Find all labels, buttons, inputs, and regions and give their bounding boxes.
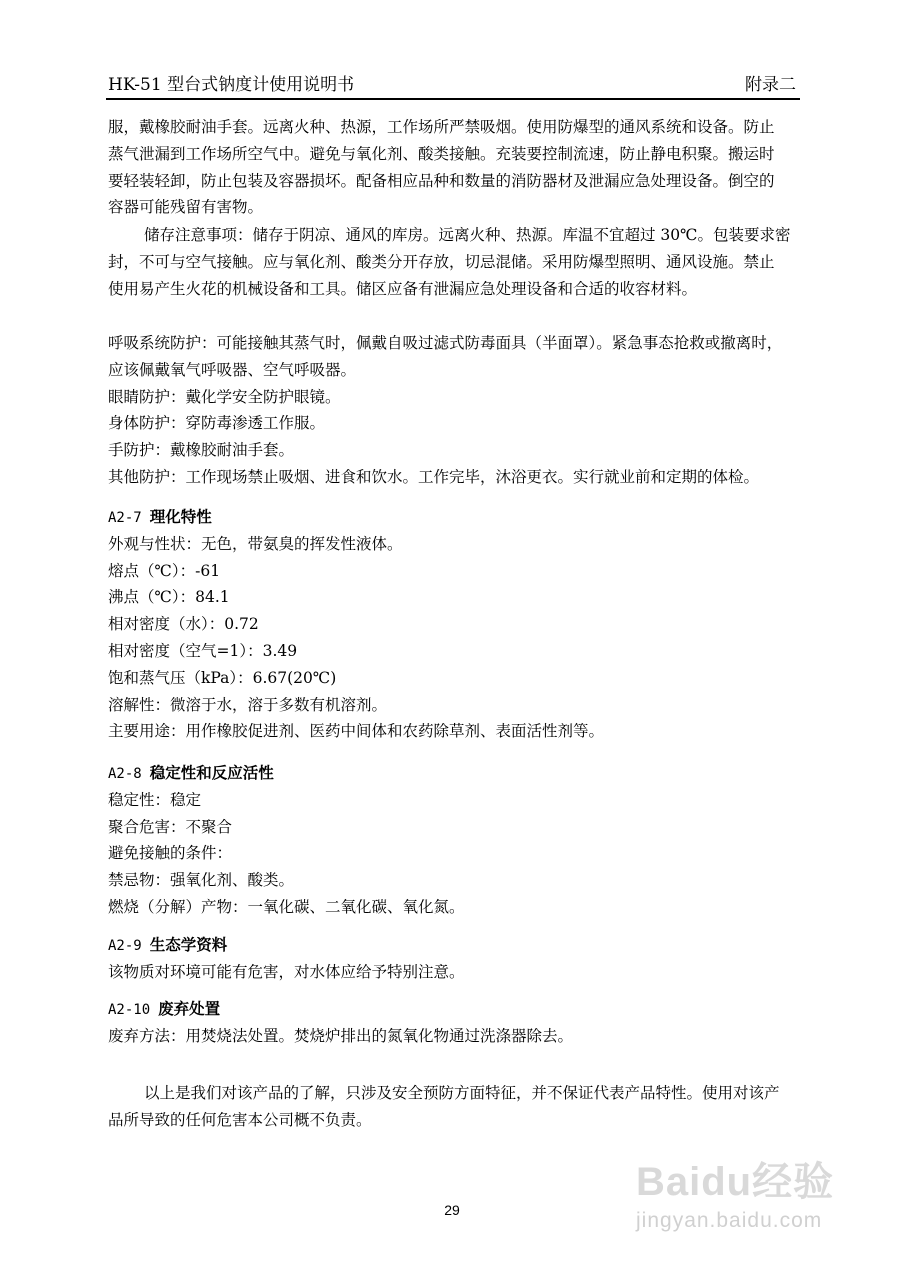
header-section-label: 附录二 bbox=[745, 75, 796, 95]
watermark-url: jingyan.baidu.com bbox=[636, 1209, 823, 1232]
section-a2-10 bbox=[108, 996, 798, 1050]
text-line: 以上是我们对该产品的了解，只涉及安全预防方面特征，并不保证代表产品特性。使用对该产 bbox=[144, 1084, 780, 1102]
text-line: 身体防护：穿防毒渗透工作服。 bbox=[108, 414, 326, 433]
text-line: 沸点（℃）：84.1 bbox=[108, 588, 230, 607]
text-line: 燃烧（分解）产物：一氧化碳、二氧化碳、氧化氮。 bbox=[108, 897, 465, 916]
section-a2-7 bbox=[108, 504, 798, 745]
section-title: 生态学资料 bbox=[149, 935, 228, 954]
text-line: 避免接触的条件： bbox=[108, 844, 233, 863]
text-line: 应该佩戴氧气呼吸器、空气呼吸器。 bbox=[108, 360, 357, 379]
text-line: 相对密度（水）：0.72 bbox=[108, 615, 259, 634]
watermark-logo bbox=[636, 1150, 846, 1207]
header-title: HK-51 型台式钠度计使用说明书 bbox=[108, 75, 355, 95]
section-a2-9 bbox=[108, 932, 798, 986]
text-line: 该物质对环境可能有危害，对水体应给予特别注意。 bbox=[108, 962, 465, 981]
section-a2-8 bbox=[108, 760, 798, 921]
text-line: 主要用途：用作橡胶促进剂、医药中间体和农药除草剂、表面活性剂等。 bbox=[108, 722, 605, 741]
section-number: A2-8 bbox=[108, 766, 142, 782]
section-title: 废弃处置 bbox=[158, 999, 221, 1018]
text-line: 要轻装轻卸，防止包装及容器损坏。配备相应品种和数量的消防器材及泄漏应急处理设备。倒空的 bbox=[108, 171, 775, 190]
text-line: 容器可能残留有害物。 bbox=[108, 198, 264, 217]
baidu-watermark bbox=[636, 1150, 846, 1250]
section-number: A2-7 bbox=[108, 510, 142, 526]
section-number: A2-9 bbox=[108, 938, 142, 954]
text-line: 熔点（℃）：-61 bbox=[108, 561, 221, 580]
text-line: 蒸气泄漏到工作场所空气中。避免与氧化剂、酸类接触。充装要控制流速，防止静电积聚。搬运时 bbox=[108, 144, 775, 163]
text-line: 使用易产生火花的机械设备和工具。储区应备有泄漏应急处理设备和合适的收容材料。 bbox=[108, 279, 698, 298]
section-title: 稳定性和反应活性 bbox=[149, 763, 274, 782]
text-line: 眼睛防护：戴化学安全防护眼镜。 bbox=[108, 387, 341, 406]
text-line: 饱和蒸气压（kPa）：6.67(20℃) bbox=[108, 668, 337, 687]
text-line: 禁忌物：强氧化剂、酸类。 bbox=[108, 871, 295, 890]
protection-list bbox=[108, 330, 798, 491]
text-line: 溶解性：微溶于水，溶于多数有机溶剂。 bbox=[108, 695, 388, 714]
section-heading bbox=[108, 760, 798, 787]
text-line: 相对密度（空气=1）：3.49 bbox=[108, 641, 298, 660]
text-line: 聚合危害：不聚合 bbox=[108, 817, 233, 836]
text-line: 封，不可与空气接触。应与氧化剂、酸类分开存放，切忌混储。采用防爆型照明、通风设施。禁止 bbox=[108, 252, 775, 271]
section-title: 理化特性 bbox=[149, 507, 212, 526]
section-heading bbox=[108, 504, 798, 531]
watermark-logo-text: Baidu经验 bbox=[636, 1160, 835, 1204]
page-number: 29 bbox=[444, 1202, 460, 1218]
section-heading bbox=[108, 932, 798, 959]
disclaimer-paragraph bbox=[108, 1080, 798, 1134]
text-line: 外观与性状：无色，带氨臭的挥发性液体。 bbox=[108, 534, 403, 553]
text-line: 废弃方法：用焚烧法处置。焚烧炉排出的氮氧化物通过洗涤器除去。 bbox=[108, 1026, 574, 1045]
text-line: 手防护：戴橡胶耐油手套。 bbox=[108, 441, 295, 460]
section-heading bbox=[108, 996, 798, 1023]
text-line: 其他防护：工作现场禁止吸烟、进食和饮水。工作完毕，沐浴更衣。实行就业前和定期的体检。 bbox=[108, 467, 760, 486]
handling-paragraph bbox=[108, 114, 798, 221]
text-line: 稳定性：稳定 bbox=[108, 790, 202, 809]
text-line: 品所导致的任何危害本公司概不负责。 bbox=[108, 1110, 372, 1129]
text-line: 呼吸系统防护：可能接触其蒸气时，佩戴自吸过滤式防毒面具（半面罩）。紧急事态抢救或撤离时， bbox=[108, 334, 783, 352]
header-divider bbox=[106, 98, 800, 100]
text-line: 服，戴橡胶耐油手套。远离火种、热源，工作场所严禁吸烟。使用防爆型的通风系统和设备。防止 bbox=[108, 118, 775, 136]
storage-paragraph bbox=[108, 222, 798, 302]
section-number: A2-10 bbox=[108, 1002, 151, 1018]
text-line: 储存注意事项：储存于阴凉、通风的库房。远离火种、热源。库温不宜超过 30℃。包装要求密 bbox=[144, 226, 791, 244]
